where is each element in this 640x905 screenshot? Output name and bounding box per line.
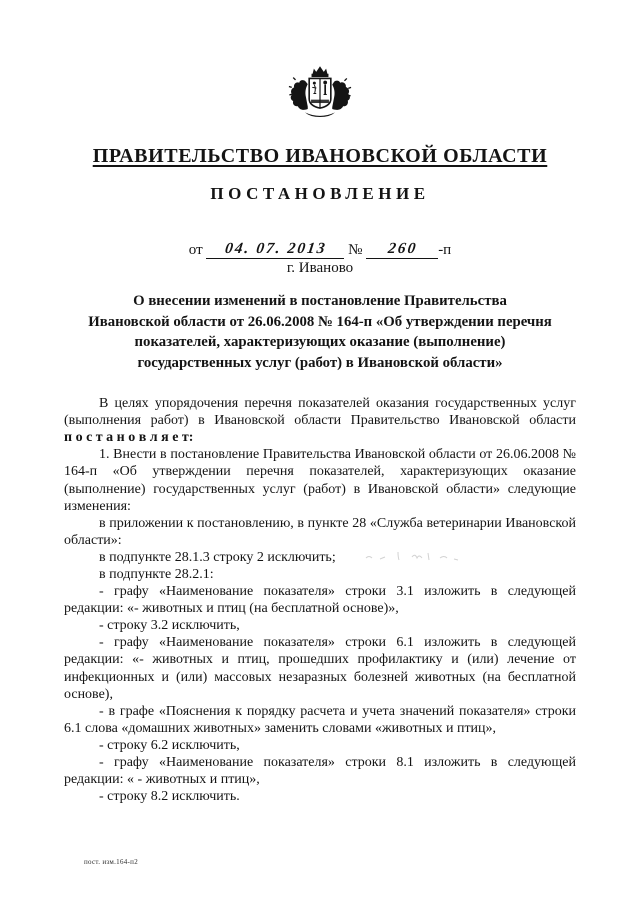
- date-blank: [206, 240, 344, 259]
- handwritten-number: 260: [386, 240, 419, 257]
- footer-file-code: пост. изм.164-п2: [84, 858, 139, 866]
- intro-text: В целях упорядочения перечня показателей оказания государственных услуг (выполнения работ) в Ивановской области Правительство Ивановской области: [64, 396, 576, 429]
- paragraph: - строку 6.2 исключить,: [99, 737, 240, 753]
- number-blank: [366, 240, 438, 259]
- paragraph: - графу «Наименование показателя» строки 6.1 изложить в следующей редакции: «- животных и птиц, прошедших профилактику и (или) лечение от инфекционных и (или) массовых незаразных болезней животных (на бесплатной основе),: [64, 635, 576, 702]
- title-line: О внесении изменений в постановление Правительства: [133, 293, 507, 310]
- date-label: от: [188, 242, 203, 259]
- number-suffix: -п: [438, 242, 452, 259]
- paragraph: - в графе «Пояснения к порядку расчета и учета значений показателя» строки 6.1 слова «домашних животных» заменить словами «животных и птиц»,: [64, 703, 576, 736]
- paragraph: - графу «Наименование показателя» строки 3.1 изложить в следующей редакции: «- животных и птиц (на бесплатной основе)»,: [64, 584, 576, 617]
- pencil-marks-decoration: [362, 549, 482, 563]
- paragraph: [64, 549, 576, 566]
- paragraph: - графу «Наименование показателя» строки 8.1 изложить в следующей редакции: « - животных и птиц»,: [64, 755, 576, 788]
- paragraph: - строку 8.2 исключить.: [99, 789, 240, 805]
- decree-word: п о с т а н о в л я е т:: [64, 430, 194, 446]
- city-label: г. Иваново: [286, 260, 354, 277]
- paragraph-intro: [64, 395, 576, 446]
- date-number-line: [0, 240, 640, 259]
- number-sign: №: [348, 242, 363, 259]
- org-name-title: ПРАВИТЕЛЬСТВО ИВАНОВСКОЙ ОБЛАСТИ: [92, 145, 548, 167]
- title-line: Ивановской области от 26.06.2008 № 164-п «Об утверждении перечня: [88, 313, 552, 330]
- paragraph-text: в подпункте 28.1.3 строку 2 исключить;: [99, 549, 336, 565]
- title-line: государственных услуг (работ) в Ивановской области»: [137, 354, 503, 371]
- letterhead: [0, 0, 640, 277]
- doc-type-title: ПОСТАНОВЛЕНИЕ: [210, 184, 430, 203]
- title-line: показателей, характеризующих оказание (выполнение): [134, 334, 506, 351]
- paragraph: в приложении к постановлению, в пункте 28 «Служба ветеринарии Ивановской области»:: [64, 515, 576, 548]
- coat-of-arms-ivanovo-icon: [282, 62, 358, 126]
- document-title: [77, 291, 563, 373]
- document-body: [64, 395, 576, 805]
- handwritten-date: 04. 07. 2013: [223, 240, 328, 257]
- paragraph: - строку 3.2 исключить,: [99, 618, 240, 634]
- paragraph: в подпункте 28.2.1:: [99, 566, 214, 582]
- paragraph: 1. Внести в постановление Правительства Ивановской области от 26.06.2008 № 164-п «Об утверждении перечня показателей, характеризующих оказание (выполнение) государственных услуг (работ) в Ивановской области» следующие изменения:: [64, 447, 576, 514]
